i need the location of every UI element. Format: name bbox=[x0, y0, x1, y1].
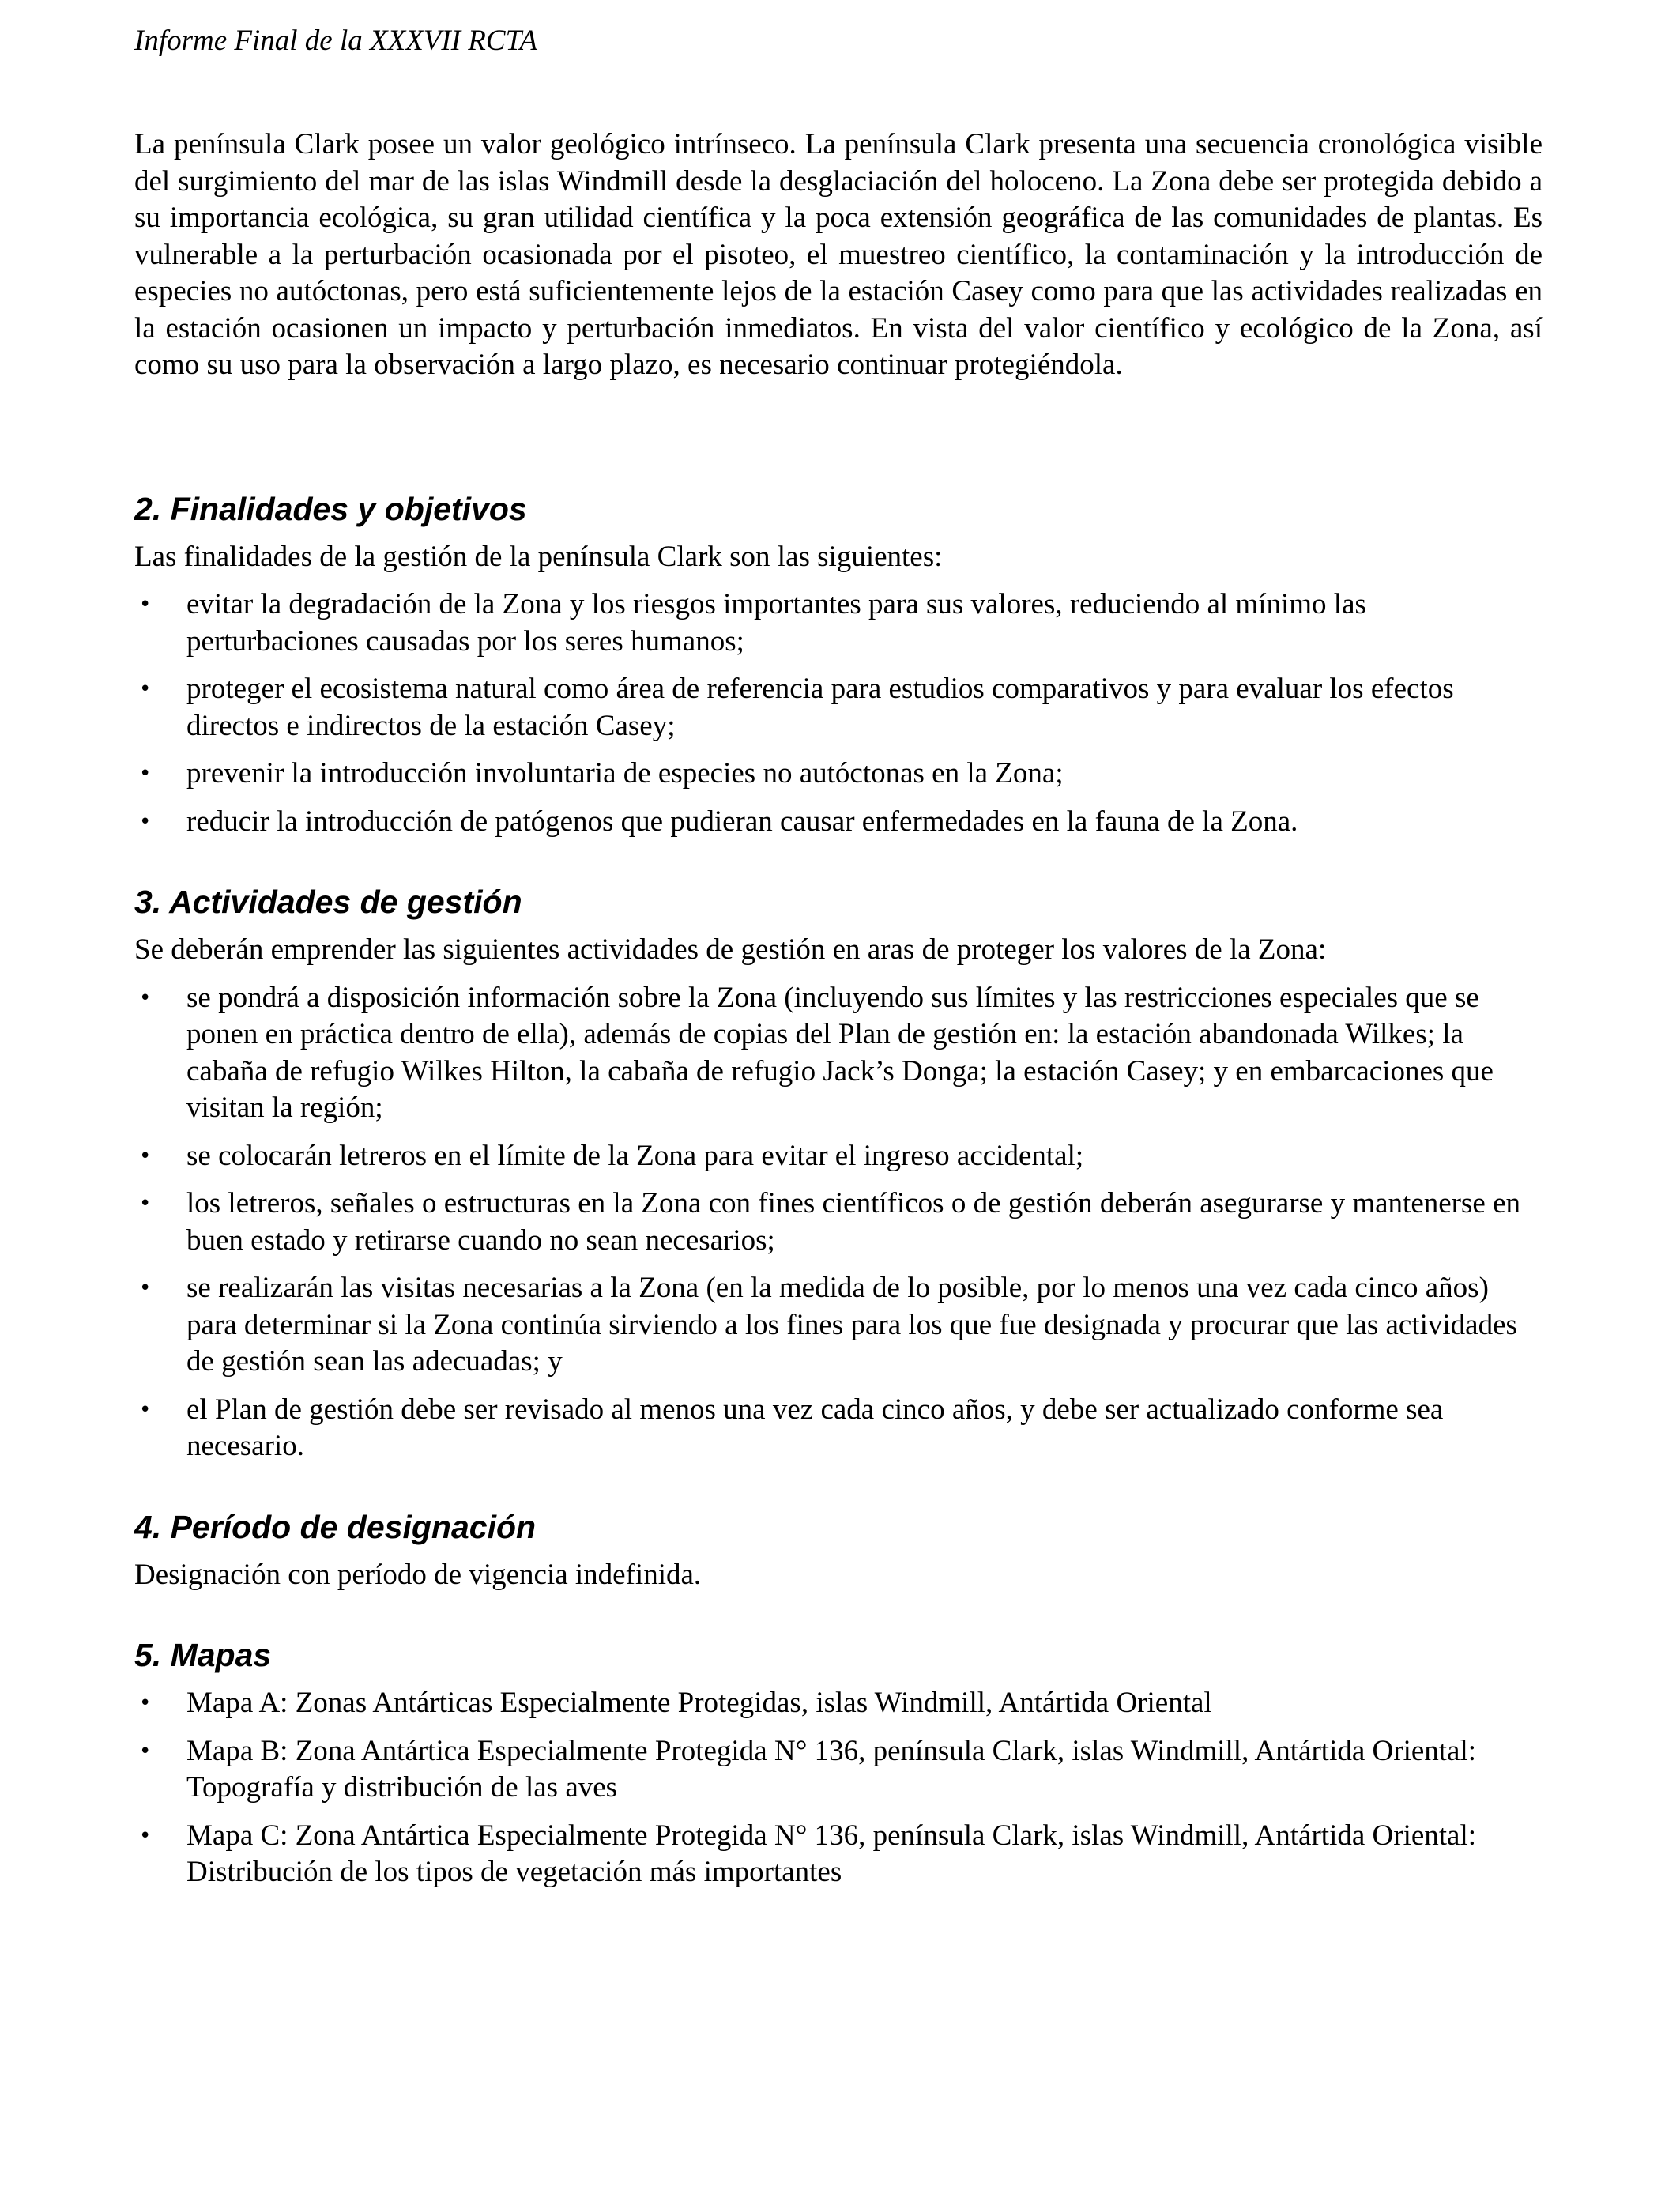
list-item bbox=[134, 1685, 1543, 1722]
list-item bbox=[134, 1270, 1543, 1381]
list-item-text: Mapa B: Zona Antártica Especialmente Protegida N° 136, península Clark, islas Windmill, Antártida Oriental: Topografía y distribución de las aves bbox=[186, 1734, 1477, 1804]
list-item-text: Mapa C: Zona Antártica Especialmente Protegida N° 136, península Clark, islas Windmill, Antártida Oriental: Distribución de los tipos de vegetación más importantes bbox=[186, 1819, 1477, 1888]
bullet-icon: • bbox=[139, 1192, 152, 1216]
list-item-text: evitar la degradación de la Zona y los riesgos importantes para sus valores, reduciendo al mínimo las perturbaciones causadas por los seres humanos; bbox=[186, 588, 1366, 658]
list-item-text: se pondrá a disposición información sobre la Zona (incluyendo sus límites y las restricciones especiales que se ponen en práctica dentro de ella), además de copias del Plan de gestión en: la estación abandonada Wilkes; la cabaña de refugio Wilkes Hilton, la cabaña de refugio Jack’s Donga; la estación Casey; y en embarcaciones que visitan la región; bbox=[186, 981, 1494, 1124]
bullet-icon: • bbox=[139, 1276, 152, 1300]
bullet-icon: • bbox=[139, 986, 152, 1010]
list-item bbox=[134, 1392, 1543, 1465]
running-header: Informe Final de la XXXVII RCTA bbox=[134, 25, 538, 57]
bullet-icon: • bbox=[139, 1397, 152, 1422]
list-item bbox=[134, 1818, 1543, 1891]
intro-paragraph: La península Clark posee un valor geológico intrínseco. La península Clark presenta una secuencia cronológica visible del surgimiento del mar de las islas Windmill desde la desglaciación del holoceno. La Zona debe ser protegida debido a su importancia ecológica, su gran utilidad científica y la poca extensión geográfica de las comunidades de plantas. Es vulnerable a la perturbación ocasionada por el pisoteo, el muestreo científico, la contaminación y la introducción de especies no autóctonas, pero está suficientemente lejos de la estación Casey como para que las actividades realizadas en la estación ocasionen un impacto y perturbación inmediatos. En vista del valor científico y ecológico de la Zona, así como su uso para la observación a largo plazo, es necesario continuar protegiéndola. bbox=[134, 128, 1543, 381]
bullet-icon: • bbox=[139, 1144, 152, 1168]
list-item-text: los letreros, señales o estructuras en la Zona con fines científicos o de gestión deberán asegurarse y mantenerse en buen estado y retirarse cuando no sean necesarios; bbox=[186, 1187, 1520, 1257]
list-item-text: reducir la introducción de patógenos que pudieran causar enfermedades en la fauna de la Zona. bbox=[186, 805, 1298, 838]
list-item bbox=[134, 756, 1543, 793]
list-item-text: se realizarán las visitas necesarias a la Zona (en la medida de lo posible, por lo menos una vez cada cinco años) para determinar si la Zona continúa sirviendo a los fines para los que fue designada y procurar que las actividades de gestión sean las adecuadas; y bbox=[186, 1272, 1517, 1378]
list-item-text: proteger el ecosistema natural como área de referencia para estudios comparativos y para evaluar los efectos directos e indirectos de la estación Casey; bbox=[186, 673, 1454, 742]
list-item bbox=[134, 671, 1543, 745]
list-item-text: el Plan de gestión debe ser revisado al menos una vez cada cinco años, y debe ser actualizado conforme sea necesario. bbox=[186, 1393, 1444, 1462]
bullet-icon: • bbox=[139, 1739, 152, 1763]
activities-list bbox=[134, 980, 1543, 1465]
list-item-text: prevenir la introducción involuntaria de especies no autóctonas en la Zona; bbox=[186, 757, 1064, 790]
list-item bbox=[134, 1733, 1543, 1807]
bullet-icon: • bbox=[139, 1823, 152, 1848]
section-heading-periodo: 4. Período de designación bbox=[134, 1508, 537, 1545]
list-item bbox=[134, 586, 1543, 660]
bullet-icon: • bbox=[139, 1691, 152, 1715]
list-item bbox=[134, 804, 1543, 841]
section-heading-finalidades: 2. Finalidades y objetivos bbox=[134, 490, 527, 527]
list-item bbox=[134, 980, 1543, 1127]
list-item bbox=[134, 1186, 1543, 1259]
section-heading-mapas: 5. Mapas bbox=[134, 1637, 272, 1673]
section-heading-actividades: 3. Actividades de gestión bbox=[134, 884, 522, 920]
objectives-list bbox=[134, 586, 1543, 840]
section-intro-actividades: Se deberán emprender las siguientes actividades de gestión en aras de proteger los valores de la Zona: bbox=[134, 933, 1327, 966]
maps-list bbox=[134, 1685, 1543, 1891]
bullet-icon: • bbox=[139, 593, 152, 616]
list-item-text: Mapa A: Zonas Antárticas Especialmente Protegidas, islas Windmill, Antártida Oriental bbox=[186, 1687, 1212, 1719]
bullet-icon: • bbox=[139, 762, 152, 786]
bullet-icon: • bbox=[139, 677, 152, 701]
list-item-text: se colocarán letreros en el límite de la Zona para evitar el ingreso accidental; bbox=[186, 1139, 1084, 1172]
list-item bbox=[134, 1138, 1543, 1175]
bullet-icon: • bbox=[139, 809, 152, 834]
section-text-periodo: Designación con período de vigencia indefinida. bbox=[134, 1558, 702, 1591]
document-body bbox=[134, 126, 1543, 1891]
section-intro-finalidades: Las finalidades de la gestión de la península Clark son las siguientes: bbox=[134, 540, 943, 573]
